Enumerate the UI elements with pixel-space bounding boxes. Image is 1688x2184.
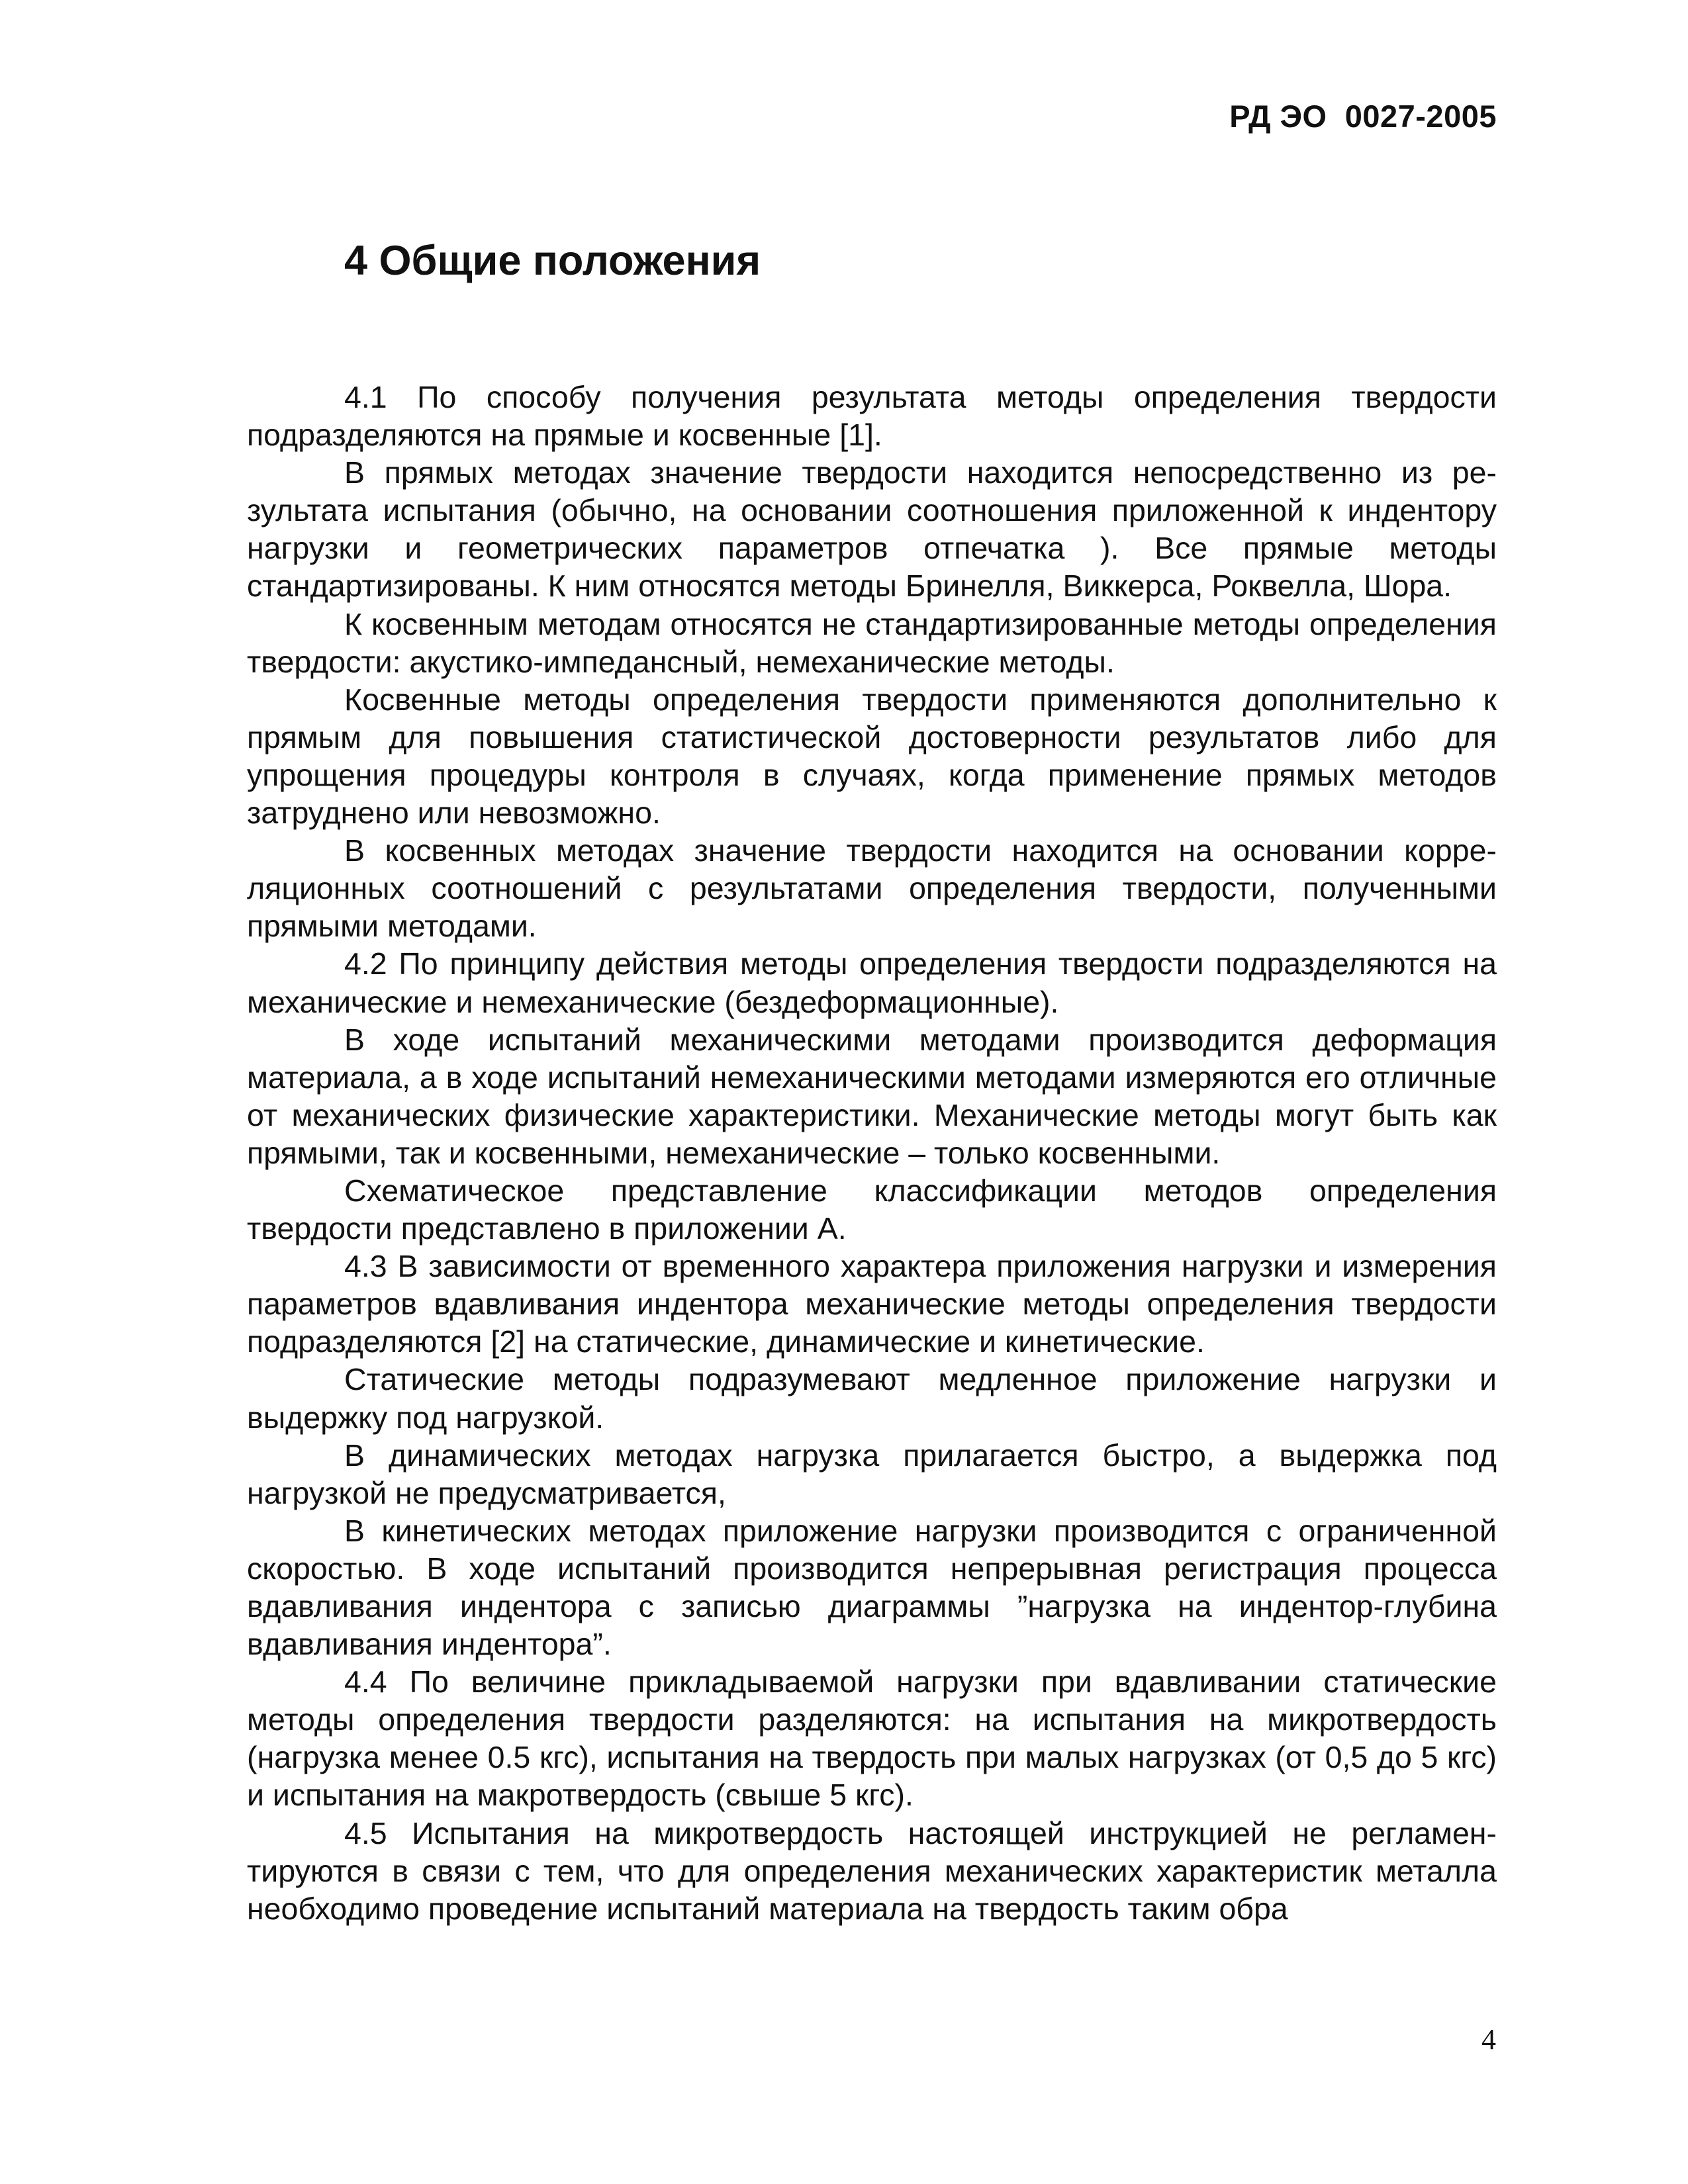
page-number: 4 [1481,2023,1496,2056]
paragraph-static-methods: Статические методы подразумевают медленное приложение нагрузки и выдержку под нагрузкой. [247,1362,1497,1435]
paragraph-4-4: 4.4 По величине прикладываемой нагрузки при вдавливании статические методы определения твердости разделяются: на испытания на микротвердость (нагрузка менее 0.5 кгс), испытания на твердость при малых нагрузках (от 0,5 до 5 кгс) и испытания на макротвердость (свыше 5 кгс). [247,1664,1497,1813]
paragraph-indirect-methods: К косвенным методам относятся не стандартизированные методы определения твердости: акустико-импедансный, немеханические методы. [247,606,1497,679]
paragraph-indirect-correlation: В косвенных методах значение твердости находится на основании корреляционных соотношений с результатами определения твердости, полученными прямыми методами. [247,833,1497,944]
paragraph-4-5: 4.5 Испытания на микротвердость настоящей инструкцией не регламентируются в связи с тем, что для определения механических характеристик металла необходимо проведение испытаний материала на твердость таким обра [247,1815,1497,1926]
body-text [247,379,1497,1928]
paragraph-mechanical-methods: В ходе испытаний механическими методами производится деформация материала, а в ходе испытаний немеханическими методами измеряются его отличные от механических физические характеристики. Механические методы могут быть как прямыми, так и косвенными, немеханические – только косвенными. [247,1022,1497,1170]
paragraph-4-3: 4.3 В зависимости от временного характера приложения нагрузки и измерения параметров вдавливания индентора механические методы определения твердости подразделяются [2] на статические, динамические и кинетические. [247,1249,1497,1359]
paragraph-4-1: 4.1 По способу получения результата методы определения твердости подразделяются на прямые и косвенные [1]. [247,380,1497,453]
paragraph-4-2: 4.2 По принципу действия методы определения твердости подразделяются на механические и немеханические (бездеформационные). [247,946,1497,1019]
document-code: РД ЭО 0027-2005 [1229,99,1497,134]
paragraph-dynamic-methods: В динамических методах нагрузка прилагается быстро, а выдержка под нагрузкой не предусматривается, [247,1437,1497,1510]
section-heading: 4 Общие положения [344,238,761,284]
paragraph-kinetic-methods: В кинетических методах приложение нагрузки производится с ограниченной скоростью. В ходе испытаний производится непрерывная регистрация процесса вдавливания индентора с записью диаграммы ”нагрузка на индентор-глубина вдавливания индентора”. [247,1513,1497,1662]
paragraph-indirect-usage: Косвенные методы определения твердости применяются дополнительно к прямым для повышения статистической достоверности результатов либо для упрощения процедуры контроля в случаях, когда применение прямых методов затруднено или невозможно. [247,682,1497,831]
paragraph-classification: Схематическое представление классификации методов определения твердости представлено в приложении А. [247,1173,1497,1246]
paragraph-direct-methods: В прямых методах значение твердости находится непосредственно из результата испытания (обычно, на основании соотношения приложенной к индентору нагрузки и геометрических параметров отпечатка ). Все прямые методы стандартизированы. К ним относятся методы Бринелля, Виккерса, Роквелла, Шора. [247,455,1497,604]
